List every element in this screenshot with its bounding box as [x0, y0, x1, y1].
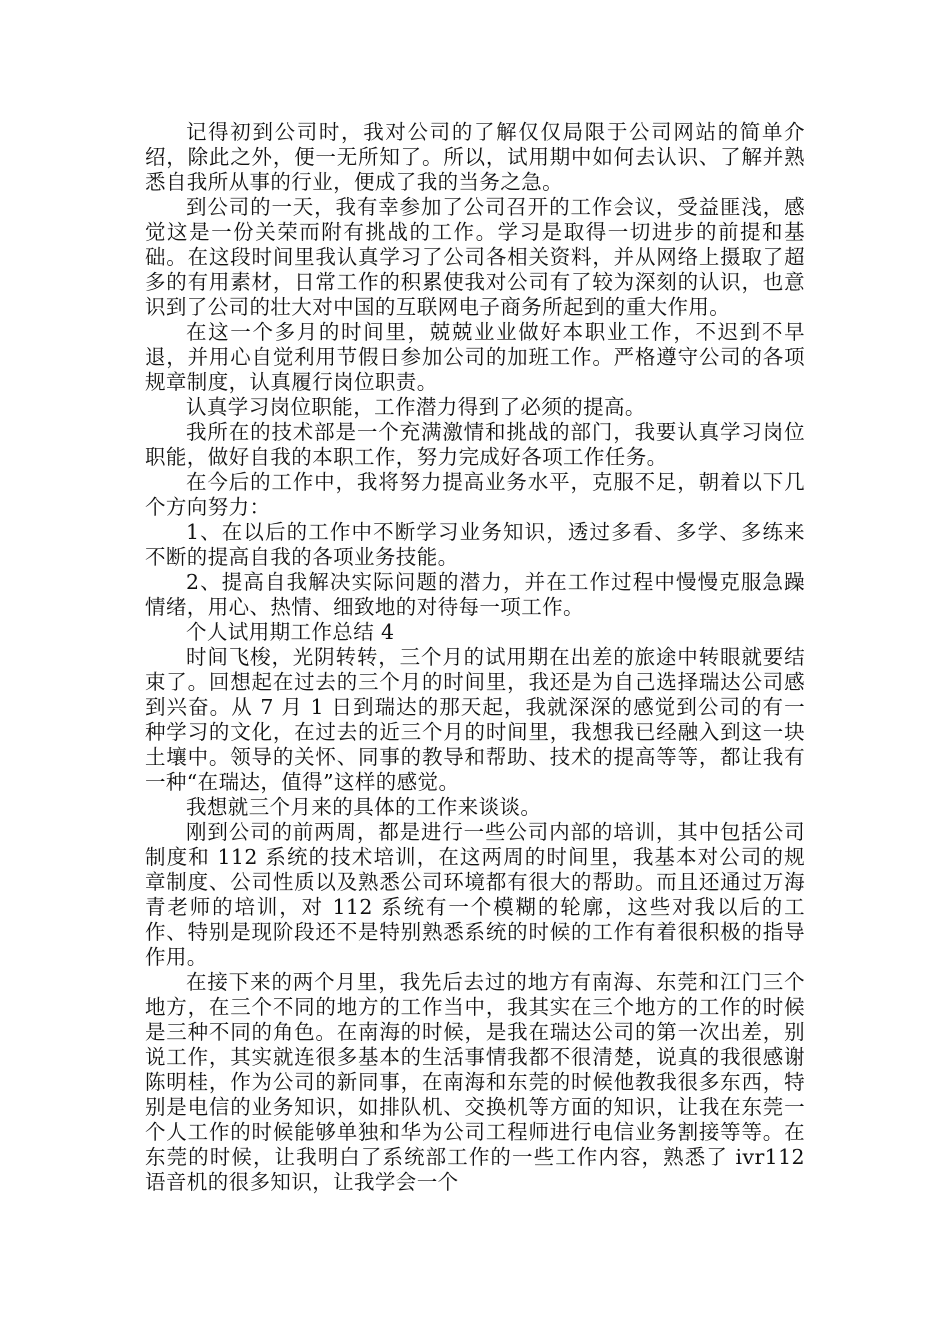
paragraph: 在今后的工作中，我将努力提高业务水平，克服不足，朝着以下几个方向努力： — [145, 470, 805, 519]
list-item: 1、在以后的工作中不断学习业务知识，透过多看、多学、多练来不断的提高自我的各项业务技能。 — [145, 520, 805, 569]
document-body — [145, 120, 805, 1195]
paragraph: 刚到公司的前两周，都是进行一些公司内部的培训，其中包括公司制度和 112 系统的技术培训，在这两周的时间里，我基本对公司的规章制度、公司性质以及熟悉公司环境都有很大的帮助。而且还通过万海青老师的培训，对 112 系统有一个模糊的轮廓，这些对我以后的工作、特别是现阶段还不是特别熟悉系统的时候的工作有着很积极的指导作用。 — [145, 820, 805, 969]
paragraph: 在接下来的两个月里，我先后去过的地方有南海、东莞和江门三个地方，在三个不同的地方的工作当中，我其实在三个地方的工作的时候是三种不同的角色。在南海的时候，是我在瑞达公司的第一次出差，别说工作，其实就连很多基本的生活事情我都不很清楚，说真的我很感谢陈明桂，作为公司的新同事，在南海和东莞的时候他教我很多东西，特别是电信的业务知识，如排队机、交换机等方面的知识，让我在东莞一个人工作的时候能够单独和华为公司工程师进行电信业务割接等等。在东莞的时候，让我明白了系统部工作的一些工作内容，熟悉了 ivr112 语音机的很多知识，让我学会一个 — [145, 970, 805, 1194]
list-item: 2、提高自我解决实际问题的潜力，并在工作过程中慢慢克服急躁情绪，用心、热情、细致地的对待每一项工作。 — [145, 570, 805, 619]
paragraph: 到公司的一天，我有幸参加了公司召开的工作会议，受益匪浅，感觉这是一份关荣而附有挑战的工作。学习是取得一切进步的前提和基础。在这段时间里我认真学习了公司各相关资料，并从网络上摄取了超多的有用素材，日常工作的积累使我对公司有了较为深刻的认识，也意识到了公司的壮大对中国的互联网电子商务所起到的重大作用。 — [145, 195, 805, 319]
paragraph: 我想就三个月来的具体的工作来谈谈。 — [186, 795, 542, 819]
paragraph: 时间飞梭，光阴转转，三个月的试用期在出差的旅途中转眼就要结束了。回想起在过去的三个月的时间里，我还是为自己选择瑞达公司感到兴奋。从 7 月 1 日到瑞达的那天起，我就深深的感觉到公司的有一种学习的文化，在过去的近三个月的时间里，我想我已经融入到这一块土壤中。领导的关怀、同事的教导和帮助、技术的提高等等，都让我有一种“在瑞达，值得”这样的感觉。 — [145, 645, 805, 794]
paragraph: 记得初到公司时，我对公司的了解仅仅局限于公司网站的简单介绍，除此之外，便一无所知了。所以，试用期中如何去认识、了解并熟悉自我所从事的行业，便成了我的当务之急。 — [145, 120, 805, 194]
paragraph: 我所在的技术部是一个充满激情和挑战的部门，我要认真学习岗位职能，做好自我的本职工作，努力完成好各项工作任务。 — [145, 420, 805, 469]
paragraph: 在这一个多月的时间里，兢兢业业做好本职业工作，不迟到不早退，并用心自觉利用节假日参加公司的加班工作。严格遵守公司的各项规章制度，认真履行岗位职责。 — [145, 320, 805, 394]
paragraph: 认真学习岗位职能，工作潜力得到了必须的提高。 — [186, 395, 646, 419]
section-heading: 个人试用期工作总结 4 — [186, 620, 395, 644]
